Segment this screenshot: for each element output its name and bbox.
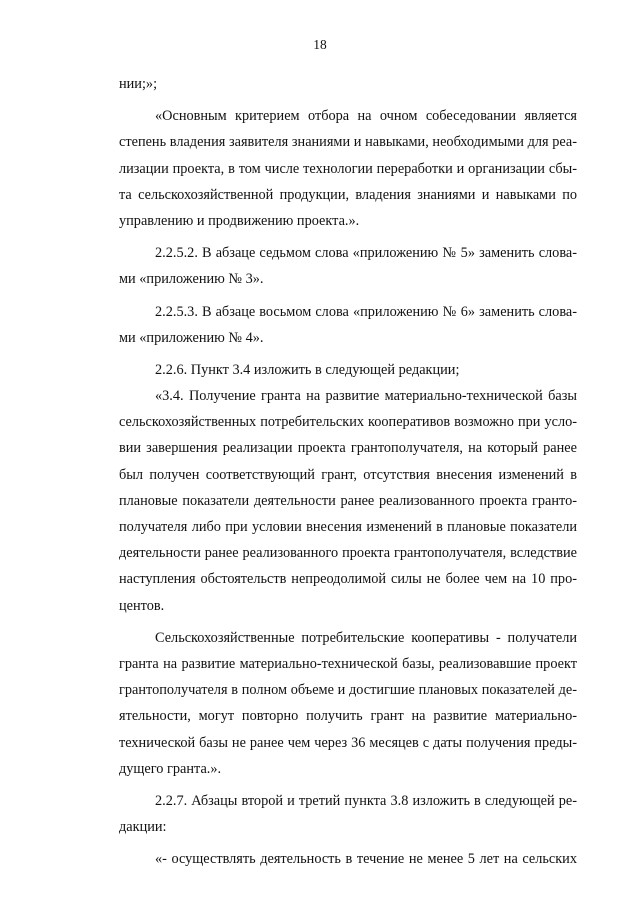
text-line: «- осуществлять деятельность в течение не менее 5 лет на сельских [155,851,577,868]
text-line: был получен соответствующий грант, отсутствия внесения изменений в [119,466,577,483]
text-line: 2.2.6. Пункт 3.4 изложить в следующей редакции; [155,361,460,378]
text-line: 2.2.5.3. В абзаце восьмом слова «приложению № 6» заменить слова- [155,303,577,320]
text-line: «3.4. Получение гранта на развитие материально-технической базы [155,388,577,405]
text-line: плановые показатели деятельности ранее реализованного проекта гранто- [119,492,577,509]
text-line: управлению и продвижению проекта.». [119,212,360,229]
text-line: получателя либо при условии внесения изменений в плановые показатели [119,519,577,535]
document-body [119,71,577,872]
text-line: нии;»; [119,76,158,92]
text-line: грантополучателя в полном объеме и достигшие плановых показателей де- [119,682,577,699]
text-line: Сельскохозяйственные потребительские кооперативы - получатели [155,629,577,646]
text-line: ми «приложению № 3». [119,271,264,288]
text-line: ятельности, могут повторно получить грант на развитие материально- [119,708,577,725]
text-line: та сельскохозяйственной продукции, владения знаниями и навыками по [119,186,577,203]
page-number: 18 [313,37,327,52]
text-line: 2.2.5.2. В абзаце седьмом слова «приложению № 5» заменить слова- [155,245,577,262]
text-line: степень владения заявителя знаниями и навыками, необходимыми для реа- [119,134,577,151]
text-line: технической базы не ранее чем через 36 месяцев с даты получения преды- [119,734,577,751]
text-line: 2.2.7. Абзацы второй и третий пункта 3.8 изложить в следующей ре- [155,792,577,809]
text-line: наступления обстоятельств непреодолимой силы не более чем на 10 про- [119,571,577,588]
text-line: дущего гранта.». [119,760,222,777]
text-line: ми «приложению № 4». [119,329,264,346]
text-line: гранта на развитие материально-технической базы, реализовавшие проект [119,655,577,672]
text-line: деятельности ранее реализованного проекта грантополучателя, вследствие [119,545,577,562]
text-line: «Основным критерием отбора на очном собеседовании является [155,108,577,125]
text-line: лизации проекта, в том числе технологии переработки и организации сбы- [119,160,577,177]
text-line: сельскохозяйственных потребительских кооперативов возможно при усло- [119,414,577,431]
text-line: центов. [119,597,165,614]
text-line: вии завершения реализации проекта грантополучателя, на который ранее [119,440,577,457]
text-line: дакции: [119,819,167,836]
